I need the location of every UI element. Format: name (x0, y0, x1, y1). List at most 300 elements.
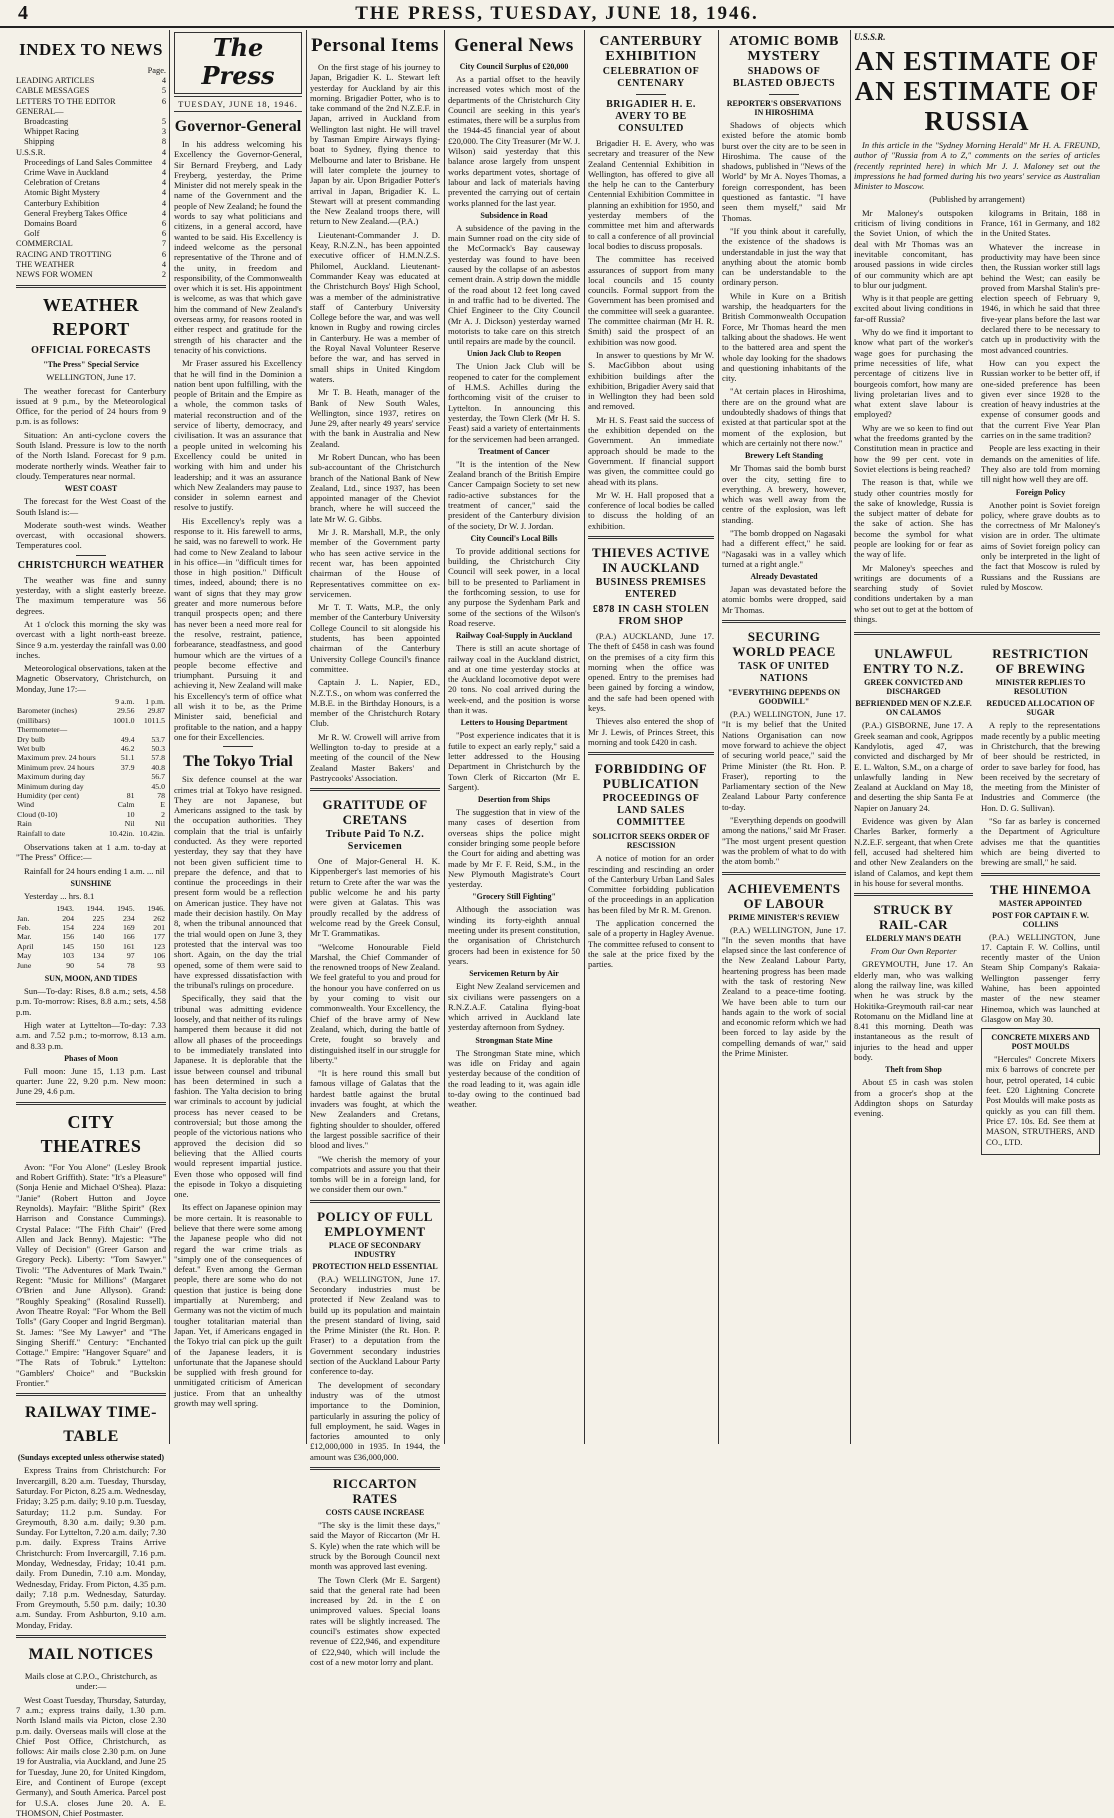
exhibition-subheading: CELEBRATION OF CENTENARY (602, 66, 700, 89)
observations-cell: 45.0 (151, 781, 165, 791)
column-atomic (722, 32, 846, 1442)
general-subheading: Treatment of Cancer (478, 446, 550, 456)
sunshine-column-header: 1945. (117, 904, 135, 914)
observations-cell: 10.42in. (109, 828, 135, 838)
observations-cell: 1011.5 (143, 715, 165, 725)
mail-text: West Coast Tuesday, Thursday, Saturday, 7 a.m.; express trains daily, 1.30 p.m. North Island mails via Picton, close 2.30 p.m. daily. Overseas mails will close at the Chief Post Office, Christchurch, as follows: Air mails close 2.30 p.m. on June 19 for Australia, via Auckland, and June 25 for Tuesday, June 20, for United Kingdom, Eire, and Continent of Europe (except Germany), and South America. Parcel post for U.S.A. closes June 20. A. E. THOMSON, Chief Postmaster. (16, 1694, 166, 1818)
russia-paragraph: Mr Maloney's speeches and writings are documents of a searching study of Soviet conditions undertaken by a man who set out to get at the bottom of things. (854, 562, 973, 625)
editorial-paragraph: In his address welcoming his Excellency the Governor-General, Sir Bernard Freyberg, and Lady Freyberg, yesterday, the Prime Minister did not merely speak in the name of the Government and the people of New Zealand; he found the words to say what politicians and citizens, in a general accord, have wanted to be said. His Excellency is indeed welcome as the personal representative of the Throne and of the unity, in freedom and responsibility, of the Commonwealth over which it is set. His appointment is welcome, as was that which gave him the command of New Zealand's overseas army, for reasons rooted in either respect and gratitude for the strength of his character and the tenacity of his convictions. (174, 139, 302, 355)
securing-peace-subheading-2: "EVERYTHING DEPENDS ON GOODWILL" (727, 688, 841, 707)
general-paragraph: The Union Jack Club will be reopened to cater for the complement of H.M.S. Achilles during the forthcoming visit of the cruiser to Lyttelton. In announcing this yesterday, the Town Clerk (Mr H. S. Feast) said a variety of entertainments for the servicemen had been arranged. (448, 361, 580, 444)
russia-paragraph: The reason is that, while we study other countries mostly for the sake of knowledge, Russia is the subject matter of debate for the sake of action. She has become the symbol for what people are looking for or fear as the way of life. (854, 477, 973, 560)
achievements-paragraph: (P.A.) WELLINGTON, June 17. "In the seven months that have elapsed since the last conference of the New Zealand Labour Party, heartening progress has been made with the task of restoring New Zealand to a peace-time footing. We have been able to turn our hands again to the work of social and economic reform which we had been forced to lay aside by the compelling demands of war," said the Prime Minister. (722, 924, 846, 1059)
general-subheading: Railway Coal-Supply in Auckland (455, 631, 573, 641)
unlawful-entry-heading: UNLAWFUL ENTRY TO N.Z. (863, 646, 964, 677)
mail-subheading: Mails close at C.P.O., Christchurch, as under:— (24, 1671, 158, 1692)
general-paragraph: "It is the intention of the New Zealand branch of the British Empire Cancer Campaign Society to set new radio-active substances for the treatment of cancer," said the president of the Canterbury division of the society, Dr W. J. Jordan. (448, 458, 580, 531)
restriction-paragraph: "So far as barley is concerned the Department of Agriculture advises me that the quantities which are being diverted to brewing are small," he said. (981, 816, 1100, 868)
personal-paragraph: Mr J. R. Marshall, M.P., the only member of the Government party who has seen active service in the recent war, has been appointed chairman of the House of Representatives committee on ex-servicemen. (310, 527, 440, 599)
index-list (16, 76, 166, 280)
index-item-page: 8 (161, 137, 166, 147)
theatres-heading: CITY THEATRES (40, 1111, 142, 1156)
sunshine-cell: June (17, 960, 32, 970)
index-item (16, 178, 166, 188)
observations-cell: 53.7 (151, 734, 165, 744)
observations-cell (105, 725, 135, 734)
russia-paragraph: How can you expect the Russian worker to be better off, if one-sided preference has been given ever since 1928 to the creation of heavy industries at the expense of consumer goods and that the current Five Year Plan carries on in the same tradition? (981, 357, 1100, 441)
index-item-label: LEADING ARTICLES (16, 76, 95, 86)
general-paragraph: Although the association was winding its forty-eighth annual meeting under its present constitution, the organisation of Christchurch grocers had been in existence for 50 years. (448, 904, 580, 966)
hinemoa-heading: THE HINEMOA (989, 881, 1092, 897)
sunshine-cell: 201 (153, 923, 165, 933)
sunshine-yesterday: Yesterday ... hrs. 8.1 (24, 890, 95, 901)
observations-cell: 50.3 (151, 744, 165, 754)
atomic-heading: ATOMIC BOMB MYSTERY (729, 34, 839, 64)
sunshine-cell: 123 (153, 941, 165, 951)
securing-paragraph: (P.A.) WELLINGTON, June 17. "It is my belief that the United Nations Organisation can now move forward to achieve the object of securing world peace," said the Prime Minister (the Rt. Hon. P. Fraser), reporting to the Parliamentary section of the New Zealand Labour Party conference to-day. (722, 709, 846, 812)
sunshine-cell: 106 (153, 951, 165, 961)
weather-paragraph: The weather forecast for Canterbury issued at 9 p.m., by the Meteorological Office, for the period of 24 hours from 9 p.m. is as follows: (16, 385, 166, 427)
observations-row (16, 735, 166, 744)
observations-cell: (millibars) (17, 715, 50, 725)
riccarton-subheading: COSTS CAUSE INCREASE (325, 1508, 425, 1518)
observations-cell (105, 782, 135, 791)
moon-heading: Phases of Moon (64, 1053, 118, 1063)
editorial-date: TUESDAY, JUNE 18, 1946. (174, 96, 302, 112)
observations-cell: 10.42in. (139, 828, 165, 838)
observations-cell: 1001.0 (113, 715, 135, 725)
index-item (16, 137, 166, 147)
exhibition-paragraph: The committee has received assurances of support from many local councils and 15 county councils. Formal support from the Government has been promised and the committee will seek a guarantee. The committee chairman (Mr H. R. Smith) said the prospect of an exhibition was now good. (588, 254, 714, 347)
index-item-page: 4 (161, 147, 166, 157)
thieves-paragraph: (P.A.) AUCKLAND, June 17. The theft of £458 in cash was found on the premises of a city firm this morning when the office was opened. Entry to the premises had been gained by forcing a window, and the safe had been opened with keys. (588, 630, 714, 714)
index-item (16, 97, 166, 107)
sunshine-row (16, 932, 166, 941)
index-item-page: 4 (161, 157, 166, 167)
observations-row (16, 791, 166, 800)
observations-row (16, 772, 166, 781)
observations-cell: 37.9 (120, 762, 135, 772)
atomic-paragraph: "The bomb dropped on Nagasaki had a different effect," he said. "Nagasaki was in a valley which turned at a right angle." (722, 527, 846, 569)
exhibition-paragraph: Mr H. S. Feast said the success of the exhibition depended on the Government. An immediate approach should be made to the Government. If financial support was given, the committee could go ahead with its plans. (588, 414, 714, 487)
sunshine-cell: 161 (122, 941, 135, 951)
sunshine-heading: SUNSHINE (70, 878, 112, 888)
sunshine-cell: 154 (62, 923, 74, 933)
atomic-subheading-2: REPORTER'S OBSERVATIONS IN HIROSHIMA (726, 99, 842, 117)
index-item-label: NEWS FOR WOMEN (16, 270, 93, 280)
exhibition-paragraph: Mr W. H. Hall proposed that a conference of local bodies be called to discuss the holding of an exhibition. (588, 489, 714, 531)
index-item-page: 6 (161, 96, 166, 106)
index-item-label: Whippet Racing (24, 127, 79, 137)
sunshine-cell: 90 (66, 960, 74, 970)
personal-paragraph: Lieutenant-Commander J. D. Keay, R.N.Z.N., has been appointed executive officer of H.M.N.Z.S. Philomel, Auckland. Lieutenant-Commander Keay was educated at the Christchurch Boys' High School, was a member of the administrative staff of Canterbury University College before the war, and was well known in Rugby and rowing circles in Canterbury. He was a member of the Royal Naval Volunteer Reserve before the war, and has served in small ships in United Kingdom waters. (310, 229, 440, 384)
index-item-label: Shipping (24, 137, 55, 147)
index-item-label: CABLE MESSAGES (16, 86, 90, 96)
policy-heading: POLICY OF FULL EMPLOYMENT (317, 1208, 433, 1239)
railway-text: Express Trains from Christchurch: For Invercargill, 8.20 a.m. Tuesday, Thursday, Saturday. For Picton, 8.25 a.m. Wednesday, Friday; 3.25 p.m. daily; 9.10 p.m. Tuesday, Saturday; 11.2 p.m. Sunday. For Greymouth, 8.30 a.m. daily; 9.30 p.m. Sunday. For Lyttelton, 7.20 a.m. daily; 7.30 p.m. daily. Express Trains Arrive Christchurch: From Invercargill, 7.16 p.m. Monday, Wednesday, Friday; 10.41 p.m. daily. From Dunedin, 7.10 a.m. Monday, Wednesday, Friday. From Picton, 4.35 p.m. daily; 7.18 p.m. Wednesday, Saturday. From Greymouth, 5.50 p.m. daily; 10.30 a.m. Sunday. From Ashburton, 9.10 a.m. Monday, Friday. (16, 1465, 166, 1630)
column-general-news (448, 32, 580, 1442)
publication-subheading: PROCEEDINGS OF LAND SALES COMMITTEE (602, 793, 700, 829)
publication-paragraph: The application concerned the sale of a property in Hagley Avenue. The committee refused to consent to the sale at the price fixed by the parties. (588, 918, 714, 970)
sunshine-cell: April (17, 941, 34, 951)
sunshine-header-row (16, 904, 166, 913)
observations-row (16, 763, 166, 772)
observations-cell (105, 772, 135, 781)
sunshine-cell: 234 (122, 913, 135, 923)
observations-cell: Minimum prev. 24 hours (17, 762, 95, 772)
column-rule (718, 30, 719, 1444)
sunshine-row (16, 914, 166, 923)
observations-row (16, 725, 166, 734)
general-subheading: City Council Surplus of £20,000 (459, 62, 569, 71)
index-item (16, 158, 166, 168)
observations-column-header: 9 a.m. (115, 696, 135, 706)
unlawful-paragraph: (P.A.) GISBORNE, June 17. A Greek seaman and cook, Agrippos Kandylotis, aged 47, was convicted and discharged by Mr E. L. Walton, S.M., on a charge of unlawfully landing in New Zealand at Auckland on May 18, and deserting the ship Santa Fe at Napier on January 24. (854, 720, 973, 813)
general-subheading: Union Jack Club to Reopen (466, 349, 562, 359)
sunshine-cell: 224 (92, 923, 105, 933)
page-number: 4 (18, 2, 28, 24)
foreign-policy-heading: Foreign Policy (1015, 487, 1066, 497)
struck-heading: STRUCK BY RAIL-CAR (873, 902, 954, 933)
sunshine-cell: 78 (126, 960, 135, 970)
restriction-subheading: MINISTER REPLIES TO RESOLUTION (995, 678, 1086, 697)
observations-cell: 2 (161, 809, 165, 819)
observations-row (16, 819, 166, 828)
struck-subheading: ELDERLY MAN'S DEATH (865, 934, 962, 944)
sunshine-cell: 262 (153, 913, 165, 923)
observations-cell: 40.8 (151, 762, 165, 772)
sunshine-row (16, 923, 166, 932)
sunshine-cell: 177 (153, 932, 165, 942)
tokyo-trial-heading: The Tokyo Trial (183, 753, 293, 771)
observations-cell: Wet bulb (17, 744, 46, 754)
index-item-page: 4 (161, 76, 166, 86)
index-heading: INDEX TO NEWS (19, 40, 163, 59)
weather-paragraph: At 1 o'clock this morning the sky was overcast with a light north-east breeze. Since 9 a.m. yesterday the rainfall was 0.00 inches. (16, 618, 166, 660)
column-exhibition (588, 32, 714, 1442)
sunshine-cell: Jan. (17, 913, 30, 923)
index-item-label: Atomic Bight Mystery (24, 188, 100, 198)
index-item (16, 127, 166, 137)
sunshine-column-header: 1946. (147, 904, 165, 914)
sunshine-row (16, 951, 166, 960)
atomic-paragraph: "At certain places in Hiroshima, there are on the ground what are undoubtedly shadows of things that existed at that particular spot at the moment of the explosion, but which are certainly not there now." (722, 386, 846, 448)
theft-heading: Theft from Shop (885, 1065, 942, 1075)
general-paragraph: To provide additional sections for building, the Christchurch City Council will seek power, in a local bill to be presented to Parliament in the forthcoming session, to use for any purpose the Sydenham Park and some of the sections of the Wilson's Road reserve. (448, 545, 580, 628)
personal-paragraph: Captain J. L. Napier, ED., N.Z.T.S., on whom was conferred the M.B.E. in the Birthday Honours, is a member of the Christchurch Rotary Club. (310, 677, 440, 729)
observations-cell: 29.56 (117, 706, 135, 716)
russia-paragraph: Whatever the increase in productivity may have been since then, the Russian worker still lags behind the West; can easily be proved from Marshal Stalin's pre-election speech of February 9, 1946, in which he said that three five-year plans before the last war declared there to be necessary to catch up in productivity with the most advanced countries. (981, 241, 1100, 355)
observations-row (16, 810, 166, 819)
index-item-page: 6 (161, 229, 166, 239)
index-item-label: THE WEATHER (16, 259, 75, 269)
russia-kicker: U.S.S.R. (854, 32, 886, 42)
general-subheading: Strongman State Mine (475, 1035, 553, 1045)
personal-paragraph: Mr Robert Duncan, who has been sub-accountant of the Christchurch branch of the National Bank of New Zealand, Ltd., since 1937, has been appointed manager of the Cheviot branch, where he will succeed the late Mr W. G. Gibbs. (310, 451, 440, 524)
thieves-subheading-2: £878 IN CASH STOLEN FROM SHOP (592, 603, 710, 627)
policy-subheading: PLACE OF SECONDARY INDUSTRY (328, 1240, 422, 1259)
sunshine-row (16, 961, 166, 970)
observations-cell: 46.2 (120, 744, 135, 754)
observations-cell: Calm (117, 800, 135, 810)
restriction-subheading-2: REDUCED ALLOCATION OF SUGAR (986, 699, 1095, 718)
sunshine-column-header (16, 904, 45, 913)
index-item-page: 4 (161, 168, 166, 178)
index-item-page: 3 (161, 127, 166, 137)
russia-intro: In this article in the "Sydney Morning Herald" Mr H. A. FREUND, author of "Russia from A to Z," comments on the series of articles (recently reprinted here) in which Mr J. J. Maloney set out the impressions he had formed during his two years' service as Australian Minister to Moscow. (854, 140, 1100, 192)
general-paragraph: There is still an acute shortage of railway coal in the Auckland district, and at one time yesterday stocks at the Auckland locomotive depot were 20 tons. No coal arrived during the week-end, and the position is worse than it was. (448, 643, 580, 716)
securing-paragraph: "Everything depends on goodwill among the nations," said Mr Fraser. "The most urgent present question was the problem of what to do with the atom bomb." (722, 815, 846, 867)
index-item (16, 188, 166, 198)
index-item (16, 107, 166, 117)
editorial-paragraph: Mr Fraser assured his Excellency that he will find in the Dominion a nation bent upon fulfilling, with the people of Britain and the Empire as a whole, the common tasks of material reconstruction and of the service of liberty, democracy, and civilisation. It was an assurance that a people united in welcoming his Excellency could be united in working with him and under his leadership; and it was an assurance which New Zealanders may pause to consider in solemn earnest and resolve to justify. (174, 358, 302, 513)
riccarton-heading: RICCARTON RATES (333, 1476, 417, 1507)
theft-paragraph: About £5 in cash was stolen from a grocer's shop at the Addington shops on Saturday evening. (854, 1077, 973, 1119)
index-item-page: 5 (161, 86, 166, 96)
index-item-label: General Freyberg Takes Office (24, 208, 128, 218)
observations-cell: 78 (157, 791, 165, 801)
personal-items-heading: Personal Items (311, 35, 439, 56)
observations-cell: Humidity (per cent) (17, 791, 79, 801)
riccarton-paragraph: "The sky is the limit these days," said the Mayor of Riccarton (Mr H. S. Kyle) when the rate which will be struck by the Borough Council next month was approved last evening. (310, 1520, 440, 1572)
index-item (16, 229, 166, 239)
column-rule (444, 30, 445, 1444)
observations-header-row (16, 697, 166, 706)
securing-peace-subheading: TASK OF UNITED NATIONS (738, 661, 830, 685)
observations-cell: 57.8 (151, 753, 165, 763)
weather-dateline: WELLINGTON, June 17. (46, 372, 136, 383)
sunshine-row (16, 942, 166, 951)
ad-text: "Hercules" Concrete Mixers mix 6 barrows of concrete per hour, petrol operated, 14 cubic feet. £20 Lightning Concrete Post Moulds will make posts as quickly as you can fill them. Price £7. 10s. Ed. See them at MASON, STRUTHERS, AND CO., LTD. (986, 1054, 1095, 1147)
index-item-label: U.S.S.R. (16, 147, 46, 157)
index-item-page: 6 (161, 249, 166, 259)
observations-cell: 81 (126, 791, 135, 801)
general-paragraph: A subsidence of the paving in the main Sumner road on the city side of the McCormack's Bay causeway yesterday was found to have been caused by the collapse of an asbestos cement drain. A strip down the middle of the road about 12 feet long caved in and traffic had to be diverted. The Chief Engineer to the City Council (Mr A. J. Dickson) yesterday warned motorists to take care on this stretch until repairs are made by the council. (448, 222, 580, 347)
atomic-paragraph: Mr Thomas said the bomb burst over the city, setting fire to everything. A brewery, however, which was well away from the centre of the explosion, was left standing. (722, 463, 846, 525)
tides-text: High water at Lyttelton—To-day: 7.33 a.m. and 7.52 p.m.; to-morrow, 8.13 a.m. and 8.33 p.m. (16, 1020, 166, 1051)
brewery-heading: Brewery Left Standing (744, 451, 824, 461)
west-coast-heading: WEST COAST (64, 484, 118, 494)
index-item-label: Celebration of Cretans (24, 178, 100, 188)
sunshine-cell: 150 (92, 941, 105, 951)
index-item-label: LETTERS TO THE EDITOR (16, 96, 116, 106)
column-personal-items (310, 32, 440, 1667)
editorial-paragraph: Specifically, they said that the tribunal was admitting evidence loosely, and that neither of its rulings hampered them because it did not allow all phases of the proceedings to be immediately translated into Japanese. It is deplorable that the issue between counsel and tribunal has been determined in such a fashion. The Yalta decision to bring war criminals to account by judicial process has never ceased to be controversial; but those among the people of the victorious nations who approved the decision did so believing that the Allied courts would represent impartial justice. Even those who opposed will find the episode in Tokyo a disquieting one. (174, 993, 302, 1200)
riccarton-paragraph: The Town Clerk (Mr E. Sargent) said that the general rate had been increased by 2d. in the £ on unimproved values. Special loans rates will be slightly increased. The council's estimates show expected revenue of £22,946, and expenditure of £22,940, which will include the cost of a new motor lorry and plant. (310, 1574, 440, 1667)
hinemoa-paragraph: (P.A.) WELLINGTON, June 17. Captain F. W. Collins, until recently master of the Union Steam Ship Company's Rakaia-Wellington passenger ferry Wahine, has been appointed master of the new steamer Hinemoa, which was launched at Glasgow on May 30. (981, 931, 1100, 1024)
general-paragraph: Eight New Zealand servicemen and six civilians were passengers on a R.N.Z.A.F. Catalina flying-boat which arrived in Auckland late yesterday afternoon from Sydney. (448, 981, 580, 1033)
sunshine-cell: 97 (126, 951, 135, 961)
index-item-page: 6 (161, 219, 166, 229)
russia-heading: AN ESTIMATE OF AN ESTIMATE OF RUSSIA (854, 46, 1100, 136)
index-item-label: Crime Wave in Auckland (24, 168, 109, 178)
russia-paragraph: Why is it that people are getting excited about living conditions in far-off Russia? (854, 293, 973, 324)
restriction-paragraph: A reply to the representations made recently by a public meeting in Christchurch, that the brewing of beer should be restricted, in order to save barley for food, has been received by the secretary of the meeting from the Minister of Industries and Commerce (the Hon. D. G. Sullivan). (981, 720, 1100, 813)
russia-paragraph: People are less exacting in their demands on the amenities of life. They also are told from morning till night how well they are off. (981, 443, 1100, 485)
rainfall-line: Rainfall for 24 hours ending 1 a.m. ... nil (24, 865, 165, 876)
unlawful-entry-subheading-2: BEFRIENDED MEN OF N.Z.E.F. ON CALAMOS (855, 699, 972, 718)
index-item-label: COMMERCIAL (16, 239, 73, 249)
observations-cell: Maximum prev. 24 hours (17, 753, 96, 763)
index-item (16, 76, 166, 86)
thieves-heading: THIEVES ACTIVE IN AUCKLAND (592, 544, 710, 575)
weather-subheading: OFFICIAL FORECASTS (31, 345, 151, 357)
russia-credit: (Published by arrangement) (929, 194, 1025, 205)
exhibition-paragraph: Brigadier H. E. Avery, who was secretary and treasurer of the New Zealand Centennial Exhibition in Wellington, has offered to give all the help he can to the Canterbury Centennial Exhibition Committee in planning an exhibition for 1950, and yesterday members of the committee met him and afterwards to call a conference of all provincial local bodies to discuss proposals. (588, 138, 714, 251)
column-russia (854, 32, 1100, 1442)
observations-cell: 51.1 (120, 753, 135, 763)
observations-cell: E (160, 800, 165, 810)
russia-paragraph: Why are we so keen to find out what the freedoms granted by the Constitution mean in practice and how the 99 per cent. vote in Soviet elections is being reached? (854, 422, 973, 474)
russia-paragraph: Mr Maloney's outspoken criticism of living conditions in the Soviet Union, of which the deal with Mr Thomas was an inevitable concomitant, has aroused passions in wide circles of our community which are apt to blur our judgment. (854, 207, 973, 290)
sunshine-column-header: 1944. (86, 904, 105, 914)
index-item (16, 86, 166, 96)
personal-paragraph: Mr T. B. Heath, manager of the Bank of New South Wales, Wellington, since 1937, retires on June 29, after nearly 49 years' service with the bank in Australia and New Zealand. (310, 387, 440, 449)
observations-cell (136, 725, 166, 734)
index-item (16, 168, 166, 178)
observations-cell: 49.4 (120, 734, 135, 744)
personal-paragraph: Mr T. T. Watts, M.P., the only member of the Canterbury University College Council to sit alongside his students, has been appointed chairman of the Canterbury University College Council's finance committee. (310, 602, 440, 674)
general-paragraph: As a partial offset to the heavily increased votes which most of the departments of the Christchurch City Council are seeking in this year's estimates, there will be a surplus from the 1944-45 financial year of about £20,000. The City Treasurer (Mr W. J. Wilson) said yesterday that this balance arose largely from unspent works department votes, shortage of labour and lack of materials having prevented the carrying out of certain works planned for the last year. (448, 74, 580, 208)
observations-cell: 29.87 (147, 706, 165, 716)
observations-row (16, 716, 166, 725)
sunshine-cell: 140 (92, 932, 105, 942)
general-subheading: Subsidence in Road (480, 210, 548, 220)
observations-column-header: 1 p.m. (145, 696, 165, 706)
personal-paragraph: Mr R. W. Crowell will arrive from Wellington to-day to preside at a meeting of the council of the New Zealand Master Bakers' and Pastrycooks' Association. (310, 731, 440, 783)
observations-cell: Nil (155, 819, 165, 829)
observations-cell: Thermometer— (17, 725, 68, 735)
index-item-label: RACING AND TROTTING (16, 249, 112, 259)
russia-paragraph: Another point is Soviet foreign policy, where grave doubts as to the correctness of Mr Maloney's vision are in order. The ultimate aims of Soviet foreign policy can only be interpreted in the light of the fact that Moscow is ruled by Russians and the Russians are ruled by Moscow. (981, 499, 1100, 592)
theatres-text: Avon: "For You Alone" (Lesley Brook and Robert Griffith). State: "It's a Pleasure" (Sonja Henie and Michael O'Shea). Plaza: "Janie" (Robert Hutton and Joyce Reynolds). Mayfair: "Blithe Spirit" (Rex Harrison and Constance Cummings). Crystal Palace: "The Fifth Chair" (Fred Allen and Jack Benny). Majestic: "The Valley of Decision" (Greer Garson and Gregory Peck). Liberty: "Tom Sawyer." Tivoli: "The Adventures of Mark Twain." Regent: "Music for Millions" (Margaret O'Brien and June Allyson). Grand: "Roughly Speaking" (Rosalind Russell). Avon Theatre Royal: "For Whom the Bell Tolls" (Gary Cooper and Ingrid Bergman). St. James: "See My Lawyer" and "The Singing Sheriff." Century: "Enchanted Cottage." Empire: "Hangover Square" and "The Rats of Tobruk." Lyttelton: "Gamblers' Choice" and "Buckskin Frontier." (16, 1161, 166, 1389)
index-item-label: Golf (24, 229, 40, 239)
index-item (16, 260, 166, 270)
index-item (16, 148, 166, 158)
struck-credit: From Our Own Reporter (870, 946, 957, 957)
column-rule (169, 30, 170, 1444)
advertisement (981, 1028, 1100, 1155)
sunshine-cell: Feb. (17, 923, 31, 933)
cretans-paragraph: "Welcome Honourable Field Marshal, the Chief Commander of the renowned troops of New Zealand. We feel grateful to you and proud for the honour you have conferred on us by your coming to visit our commonwealth. Your Excellency, the Chief of the brave army of New Zealand, which, during the battle of Crete, fought so bravely and distinguished itself in our struggle for liberty." (310, 941, 440, 1065)
policy-paragraph: (P.A.) WELLINGTON, June 17. Secondary industries must be protected if New Zealand was to build up its population and maintain the present standard of living, said the Prime Minister (the Rt. Hon. P. Fraser) to a deputation from the Government secondary industries section of the Auckland Labour Party conference to-day. (310, 1273, 440, 1377)
sunshine-column-header: 1943. (56, 904, 74, 914)
index-item-label: GENERAL— (16, 106, 64, 116)
observations-cell: Dry bulb (17, 734, 45, 744)
russia-paragraph: kilograms in Britain, 188 in France, 161 in Germany, and 182 in the United States. (981, 207, 1100, 239)
publication-subheading-2: SOLICITOR SEEKS ORDER OF RESCISSION (592, 832, 710, 851)
exhibition-heading: CANTERBURY EXHIBITION (599, 34, 703, 64)
observations-row (16, 800, 166, 809)
column-rule (584, 30, 585, 1444)
sunshine-cell: May (17, 951, 32, 961)
mail-heading: MAIL NOTICES (28, 1646, 154, 1664)
sunshine-cell: 93 (157, 960, 165, 970)
observations-cell: Rain (17, 819, 32, 829)
general-subheading: Letters to Housing Department (460, 718, 568, 728)
press-logo-text: The Press (201, 33, 275, 90)
observations-cell: 10 (126, 809, 135, 819)
sun-moon-text: Sun—To-day: Rises, 8.8 a.m.; sets, 4.58 p.m. To-morrow: Rises, 8.8 a.m.; sets, 4.58 p.m. (16, 986, 166, 1017)
general-news-heading: General News (454, 35, 574, 56)
sunshine-cell: 134 (92, 951, 105, 961)
index-page-label: Page. (147, 66, 166, 75)
index-item-page: 4 (161, 188, 166, 198)
column-rule (306, 30, 307, 1444)
general-paragraph: "Post experience indicates that it is futile to expect an early reply," said a letter addressed to the Housing Department in Christchurch by the Town Clerk of Riccarton (Mr E. Sargent). (448, 730, 580, 792)
editorial-heading: Governor-General (174, 118, 302, 135)
general-subheading: Desertion from Ships (477, 795, 551, 805)
sunshine-cell: 166 (122, 932, 135, 942)
observations-cell: Rainfall to date (17, 828, 66, 838)
column-index-weather (16, 32, 166, 1818)
atomic-paragraph: Shadows of objects which existed before the atomic bomb burst over the city are to be seen in Hiroshima. The cause of the shadows, published in "News of the World" by Mr A. Noyes Thomas, a foreign correspondent, has been questioned as fantastic. "I have seen them myself," said Mr Thomas. (722, 120, 846, 223)
newspaper-title: THE PRESS, TUESDAY, JUNE 18, 1946. (355, 3, 759, 24)
atomic-paragraph: "If you think about it carefully, the existence of the shadows is understandable in just the way that anything about the atomic bomb can be understandable to the ordinary person. (722, 225, 846, 288)
observations-cell: Barometer (inches) (17, 706, 77, 716)
atomic-paragraph: While in Kure on a British warship, the headquarters for the British Commonwealth Occupation Force, Mr Thomas heard the men talking about the shadows. He went to the battered area and spent the whole day looking for the shadows and questioning inhabitants of the city. (722, 290, 846, 384)
sun-moon-heading: SUN, MOON, AND TIDES (44, 974, 138, 984)
masthead (0, 0, 1114, 28)
sunshine-cell: Mar. (17, 932, 32, 942)
atomic-subheading: SHADOWS OF BLASTED OBJECTS (732, 66, 836, 89)
index-item-page: 5 (161, 117, 166, 127)
weather-paragraph: Moderate south-west winds. Weather overcast, with occasional showers. Temperatures cool. (16, 519, 166, 551)
index-item (16, 270, 166, 280)
observations-row (16, 829, 166, 838)
index-item-label: Broadcasting (24, 117, 69, 127)
achievements-subheading: PRIME MINISTER'S REVIEW (728, 912, 840, 922)
weather-paragraph: Meteorological observations, taken at the Magnetic Observatory, Christchurch, on Monday, June 17:— (16, 663, 166, 694)
observations-cell: Wind (17, 800, 35, 810)
index-item-page: 2 (161, 270, 166, 280)
railway-heading: RAILWAY TIME-TABLE (24, 1404, 158, 1446)
weather-heading: WEATHER REPORT (42, 295, 140, 340)
sunshine-cell: 54 (96, 960, 105, 970)
russia-paragraph: Why do we find it important to know what part of the worker's wage goes for purchasing the prime necessities of life, what percentage of citizens live in bourgeois comfort, how many are living proletarian lives and to what extent slave labour is employed? (854, 327, 973, 420)
column-rule (850, 30, 851, 1444)
column-editorial (174, 32, 302, 1442)
policy-paragraph: The development of secondary industry was of the utmost importance to the Dominion, particularly in assuring the policy of full employment, he said. Wages in factories amounted to only £12,000,000 in 1935. In 1944, the amount was £36,000,000. (310, 1379, 440, 1462)
press-logo (174, 32, 302, 94)
observations-cell: 56.7 (151, 772, 165, 782)
atomic-paragraph: Japan was devastated before the atomic bombs were dropped, said Mr Thomas. (722, 584, 846, 615)
moon-text: Full moon: June 15, 1.13 p.m. Last quarter: June 22, 9.20 p.m. New moon: June 29, 4.6 p.m. (16, 1065, 166, 1097)
editorial-paragraph: Its effect on Japanese opinion may be more certain. It is reasonable to believe that there were some among the Japanese people who did not regard the war crime trials as "simply one of the consequences of defeat." Even among the German people, there are some who do not question that justice is being done impartially at Nuremberg; and Germany was not the victim of much tougher totalitarian material than Japan. Yet, if Americans engaged in the Tokyo trial can pick up the guilt of the Japanese leaders, it is unfortunate that the Japanese should be supplied with fresh ground for unmitigated criticism of American justice. From that an unhealthy growth may well spring. (174, 1202, 302, 1409)
sunshine-cell: 225 (92, 913, 105, 923)
cretans-paragraph: "It is here round this small but famous village of Galatas that the hardest battle against the brutal invaders was fought, at which the New Zealanders and Cretans, fighting shoulder to shoulder, offered the largest possible sacrifice of their blood and lives." (310, 1068, 440, 1151)
observations-row (16, 706, 166, 715)
sunshine-cell: 204 (62, 913, 74, 923)
sunshine-cell: 145 (62, 941, 74, 951)
sunshine-cell: 103 (62, 951, 74, 961)
index-item (16, 199, 166, 209)
achievements-heading: ACHIEVEMENTS OF LABOUR (727, 880, 841, 911)
railway-subheading: (Sundays excepted unless otherwise stated) (17, 1453, 165, 1463)
thieves-subheading: BUSINESS PREMISES ENTERED (595, 576, 707, 600)
christchurch-weather-heading: CHRISTCHURCH WEATHER (17, 559, 165, 571)
struck-paragraph: GREYMOUTH, June 17. An elderly man, who was walking along the railway line, was killed when he was struck by the Hokitika-Greymouth rail-car near Rotomanu on the Midland line at 8.41 this morning. Death was instantaneous as the result of injuries to the head and upper body. (854, 959, 973, 1063)
general-paragraph: The suggestion that in view of the many cases of desertion from overseas ships the police might consider bringing some people before the Court for aiding and abetting was made by Mr F. F. Reid, S.M., in the New Plymouth Magistrate's Court yesterday. (448, 807, 580, 890)
hinemoa-subheading-2: POST FOR CAPTAIN F. W. COLLINS (992, 910, 1089, 929)
general-paragraph: The Strongman State mine, which was idle on Friday and again yesterday because of the condition of the road leading to it, was again idle to-day owing to the continued bad weather. (448, 1047, 580, 1110)
exhibition-paragraph: In answer to questions by Mr W. S. MacGibbon about using exhibition buildings after the exhibition, Brigadier Avery said that in Wellington they had been sold and removed. (588, 349, 714, 412)
weather-paragraph: The forecast for the West Coast of the South Island is:— (16, 496, 166, 517)
editorial-paragraph: Six defence counsel at the war crimes trial at Tokyo have resigned. They are not Japanese, but Americans assigned to the task by the occupation authorities. They complain that the trial is unfairly conducted. As they were reported yesterday, they say that they have not been given sufficient time to prepare the defence, and that to continue the proceedings in their present form would be a reflection on American justice. They have not made their decision hastily. On May 8, when the tribunal announced that the trial would open on June 3, they protested that the interval was too short. Again, on the day the trial opened, some of them were said to have expressed dissatisfaction with the tribunal's rulings on procedure. (174, 774, 302, 991)
thieves-paragraph: Thieves also entered the shop of Mr J. Lewis, of Princes Street, this morning and took £420 in cash. (588, 716, 714, 747)
observations-cell: Nil (124, 819, 135, 829)
index-item (16, 209, 166, 219)
